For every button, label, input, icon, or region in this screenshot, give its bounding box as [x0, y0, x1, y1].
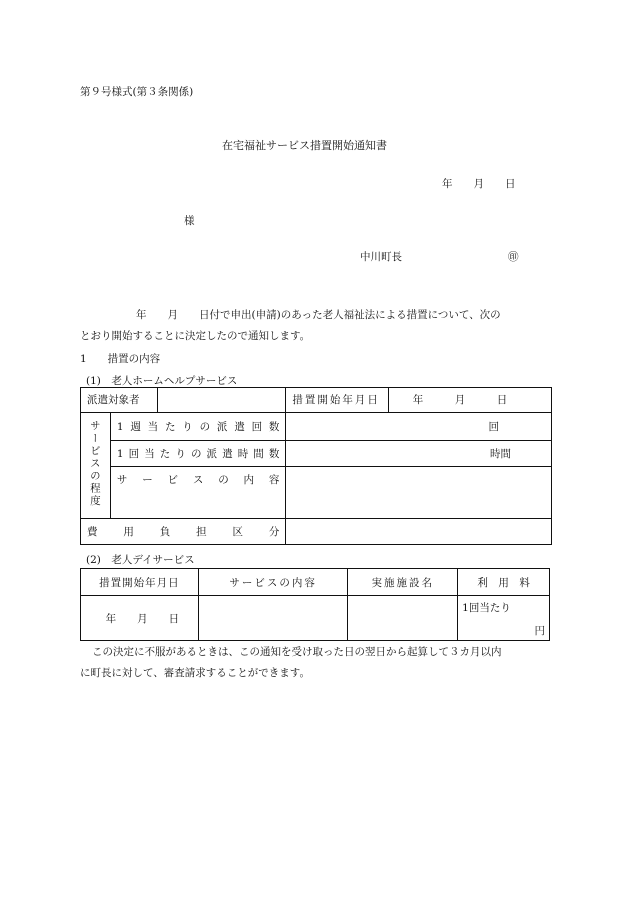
fee-per-visit: 1回当たり	[462, 602, 511, 614]
service-content-value	[198, 596, 348, 641]
intro-paragraph	[80, 305, 550, 347]
intro-line-2: とおり開始することに決定したので通知します。	[80, 330, 311, 342]
fee-unit: 円	[534, 625, 545, 637]
target-cell	[81, 388, 286, 413]
start-date-value: 年 月 日	[81, 596, 199, 641]
service-content-value	[286, 467, 552, 519]
home-help-heading: (1) 老人ホームヘルプサービス	[86, 375, 238, 387]
section-1-heading: 1 措置の内容	[80, 353, 161, 365]
intro-line-1: 年 月 日付で申出(申請)のあった老人福祉法による措置について、次の	[136, 309, 501, 321]
degree-label-cell	[81, 413, 111, 519]
form-number: 第９号様式(第３条関係)	[80, 86, 194, 98]
cost-share-label: 費用負担区分	[81, 519, 286, 545]
day-service-table	[80, 568, 550, 641]
visit-hours-value: 時間	[286, 441, 552, 467]
header-start-date: 措置開始年月日	[81, 569, 199, 596]
visit-hours-label: 1回当たりの派遣時間数	[110, 441, 286, 467]
degree-label: サービスの程度	[88, 420, 101, 508]
service-content-label: サービスの内容	[110, 467, 286, 519]
recipient-suffix: 様	[184, 215, 195, 227]
start-date-value: 年 月 日	[412, 394, 508, 406]
header-service-content: サービスの内容	[198, 569, 348, 596]
home-help-table	[80, 387, 552, 545]
fee-value	[458, 596, 550, 641]
appeal-line-1: この決定に不服があるときは、この通知を受け取った日の翌日から起算して３カ月以内	[92, 646, 502, 658]
facility-name-value	[348, 596, 458, 641]
weekly-visits-value: 回	[286, 413, 552, 441]
issuer-name: 中川町長	[360, 251, 402, 263]
weekly-visits-label: 1週当たりの派遣回数	[110, 413, 286, 441]
start-date-cell	[286, 388, 552, 413]
cost-share-value	[286, 519, 552, 545]
target-label: 派遣対象者	[81, 388, 158, 412]
appeal-line-2: に町長に対して、審査請求することができます。	[80, 667, 310, 679]
start-date-label: 措置開始年月日	[286, 388, 389, 412]
header-fee: 利 用 料	[458, 569, 550, 596]
day-service-heading: (2) 老人デイサービス	[86, 554, 195, 566]
header-facility-name: 実施施設名	[348, 569, 458, 596]
document-title: 在宅福祉サービス措置開始通知書	[222, 139, 387, 152]
appeal-notice	[80, 642, 550, 684]
seal-mark: ㊞	[508, 251, 519, 263]
issue-date: 年 月 日	[442, 178, 516, 190]
